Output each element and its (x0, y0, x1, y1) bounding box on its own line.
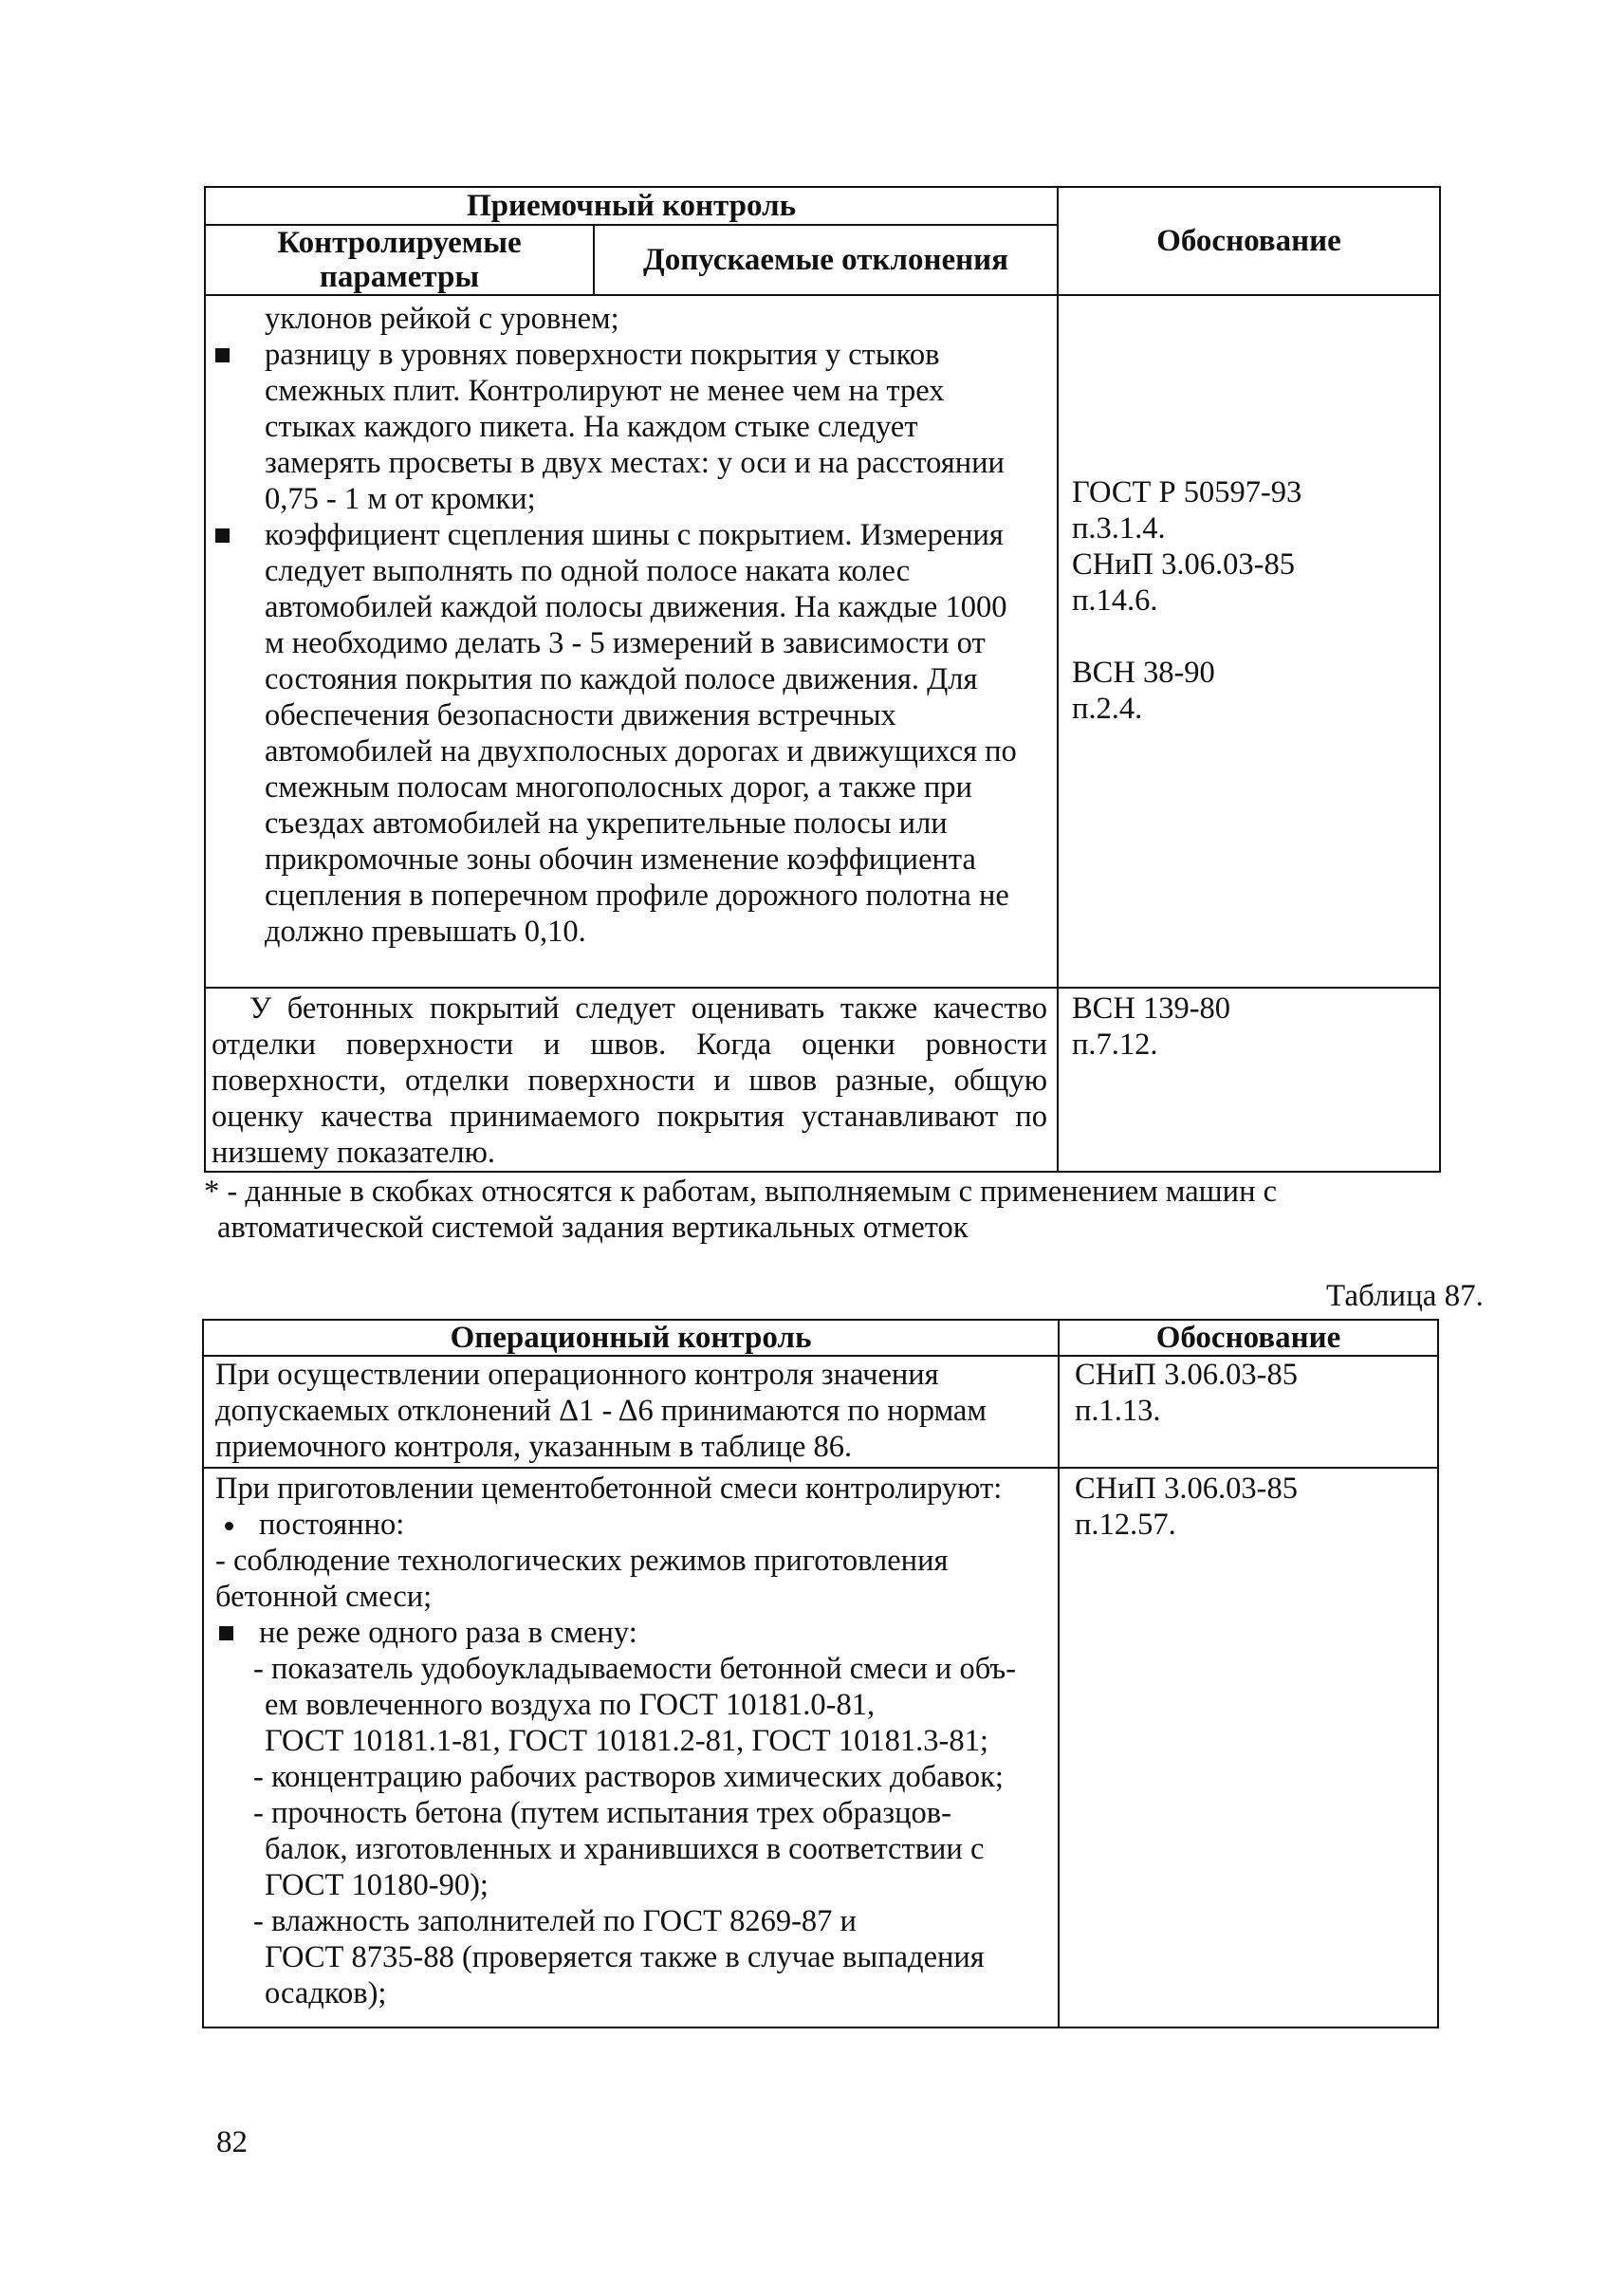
table1-row2-basis (1058, 988, 1440, 1172)
text-line: ГОСТ 10180-90); (265, 1868, 489, 1902)
text-line: приемочного контроля, указанным в таблице 86. (215, 1430, 853, 1464)
table1-row1-lines (212, 301, 1049, 950)
table1-row1-basis-lines (1072, 474, 1439, 727)
basis-line: п.3.1.4. (1072, 511, 1166, 546)
text-line: ГОСТ 10181.1-81, ГОСТ 10181.2-81, ГОСТ 10181.3-81; (265, 1724, 988, 1758)
text-line: низшему показателю. (212, 1136, 496, 1170)
bullet-text: коэффициент сцепления шины с покрытием. Измерения (265, 518, 1004, 552)
basis-line: п.2.4. (1072, 692, 1143, 726)
text-line: съездах автомобилей на укрепительные полосы или (265, 806, 948, 841)
text-line: У бетонных покрытий следует оценивать также качество (249, 991, 1047, 1026)
basis-line: ВСН 139-80 (1072, 991, 1231, 1026)
text-line: стыках каждого пикета. На каждом стыке следует (265, 410, 918, 444)
table1-row2-basis-lines (1072, 991, 1439, 1063)
text-line: - концентрацию рабочих растворов химических добавок; (253, 1760, 1004, 1794)
table-number: Таблица 87. (1326, 1279, 1484, 1313)
text-line: - прочность бетона (путем испытания трех образцов- (253, 1796, 951, 1830)
text-line: замерять просветы в двух местах: у оси и на расстоянии (265, 446, 1005, 480)
basis-line: ГОСТ Р 50597-93 (1072, 475, 1302, 509)
text-line: ГОСТ 8735-88 (проверяется также в случае выпадения (265, 1940, 985, 1974)
bullet-text: не реже одного раза в смену: (259, 1616, 637, 1650)
footnote (204, 1174, 1277, 1246)
page-number: 82 (216, 2125, 248, 2159)
table2-row2-basis (1059, 1468, 1438, 2028)
table2-basis-header: Обоснование (1059, 1320, 1438, 1356)
table1-params-header: Контролируемые параметры (205, 225, 594, 295)
table1-deviations-header: Допускаемые отклонения (594, 225, 1058, 295)
text-line: поверхности, отделки поверхности и швов разные, общую (212, 1064, 1047, 1098)
text-line: - показатель удобоукладываемости бетонной смеси и объ- (253, 1652, 1017, 1686)
square-bullet-icon (215, 528, 230, 543)
text-line: балок, изготовленных и хранившихся в соответствии с (265, 1832, 985, 1866)
text-line: уклонов рейкой с уровнем; (265, 302, 619, 336)
list-item (215, 1507, 1052, 1543)
text-line: сцепления в поперечном профиле дорожного полотна не (265, 879, 1009, 913)
acceptance-control-table (204, 186, 1441, 1173)
basis-line: СНиП 3.06.03-85 (1075, 1472, 1298, 1506)
text-line (212, 517, 1049, 553)
basis-line: п.12.57. (1075, 1508, 1176, 1542)
basis-line: СНиП 3.06.03-85 (1072, 547, 1295, 582)
basis-line: ВСН 38-90 (1072, 656, 1215, 690)
text-line: ем вовлеченного воздуха по ГОСТ 10181.0-81, (265, 1688, 876, 1722)
operational-control-table (202, 1319, 1439, 2028)
text-line: При осуществлении операционного контроля значения (215, 1358, 939, 1392)
text-line: состояния покрытия по каждой полосе движения. Для (265, 662, 978, 696)
basis-line (1072, 619, 1439, 655)
table2-row2-basis-lines (1075, 1471, 1437, 1543)
square-bullet-icon (219, 1626, 233, 1640)
basis-line: п.14.6. (1072, 583, 1158, 618)
text-line: 0,75 - 1 м от кромки; (265, 482, 536, 516)
table1-row1-text (205, 295, 1058, 988)
basis-line: СНиП 3.06.03-85 (1075, 1358, 1298, 1392)
text-line: следует выполнять по одной полосе наката колес (265, 554, 911, 588)
table1-row2-text (205, 988, 1058, 1172)
basis-line: п.1.13. (1075, 1394, 1161, 1428)
text-line: автомобилей каждой полосы движения. На каждые 1000 (265, 590, 1007, 624)
text-line: должно превышать 0,10. (265, 915, 586, 949)
text-line: допускаемых отклонений Δ1 - Δ6 принимаются по нормам (215, 1394, 987, 1428)
text-line: осадков); (265, 1976, 387, 2010)
table2-control-header: Операционный контроль (203, 1320, 1059, 1356)
table2-row1-lines (215, 1357, 1052, 1465)
table2-row2-text (203, 1468, 1059, 2028)
text-line: - соблюдение технологических режимов приготовления (215, 1544, 949, 1578)
bullet-text: разницу в уровнях поверхности покрытия у стыков (265, 338, 940, 372)
text-line (212, 337, 1049, 373)
table1-row1-basis (1058, 295, 1440, 988)
text-line: отделки поверхности и швов. Когда оценки ровности (212, 1028, 1047, 1062)
basis-line: п.7.12. (1072, 1028, 1158, 1062)
footnote-line: автоматической системой задания вертикальных отметок (217, 1211, 969, 1245)
text-line: оценку качества принимаемого покрытия устанавливают по (212, 1100, 1047, 1134)
footnote-line: * - данные в скобках относятся к работам, выполняемым с применением машин с (204, 1175, 1278, 1209)
table1-group-header: Приемочный контроль (205, 187, 1058, 225)
text-line: - влажность заполнителей по ГОСТ 8269-87 и (253, 1904, 857, 1938)
bullet-text: постоянно: (259, 1508, 405, 1542)
table2-row2-lines (215, 1471, 1052, 2011)
table1-basis-header: Обоснование (1058, 187, 1440, 295)
table2-row1-basis (1059, 1356, 1438, 1468)
list-item (215, 1615, 1052, 1651)
text-line: смежных плит. Контролируют не менее чем на трех (265, 374, 945, 408)
round-bullet-icon (225, 1522, 233, 1530)
text-line: обеспечения безопасности движения встречных (265, 698, 896, 732)
text-line: бетонной смеси; (215, 1580, 433, 1614)
text-line: При приготовлении цементобетонной смеси контролируют: (215, 1472, 1003, 1506)
text-line: прикромочные зоны обочин изменение коэффициента (265, 842, 976, 877)
table1-row2-lines (212, 991, 1047, 1171)
table2-row1-basis-lines (1075, 1357, 1437, 1429)
table2-row1-text (203, 1356, 1059, 1468)
square-bullet-icon (215, 348, 230, 362)
text-line: автомобилей на двухполосных дорогах и движущихся по (265, 734, 1017, 768)
text-line: смежным полосам многополосных дорог, а также при (265, 770, 972, 805)
text-line: м необходимо делать 3 - 5 измерений в зависимости от (265, 626, 986, 660)
